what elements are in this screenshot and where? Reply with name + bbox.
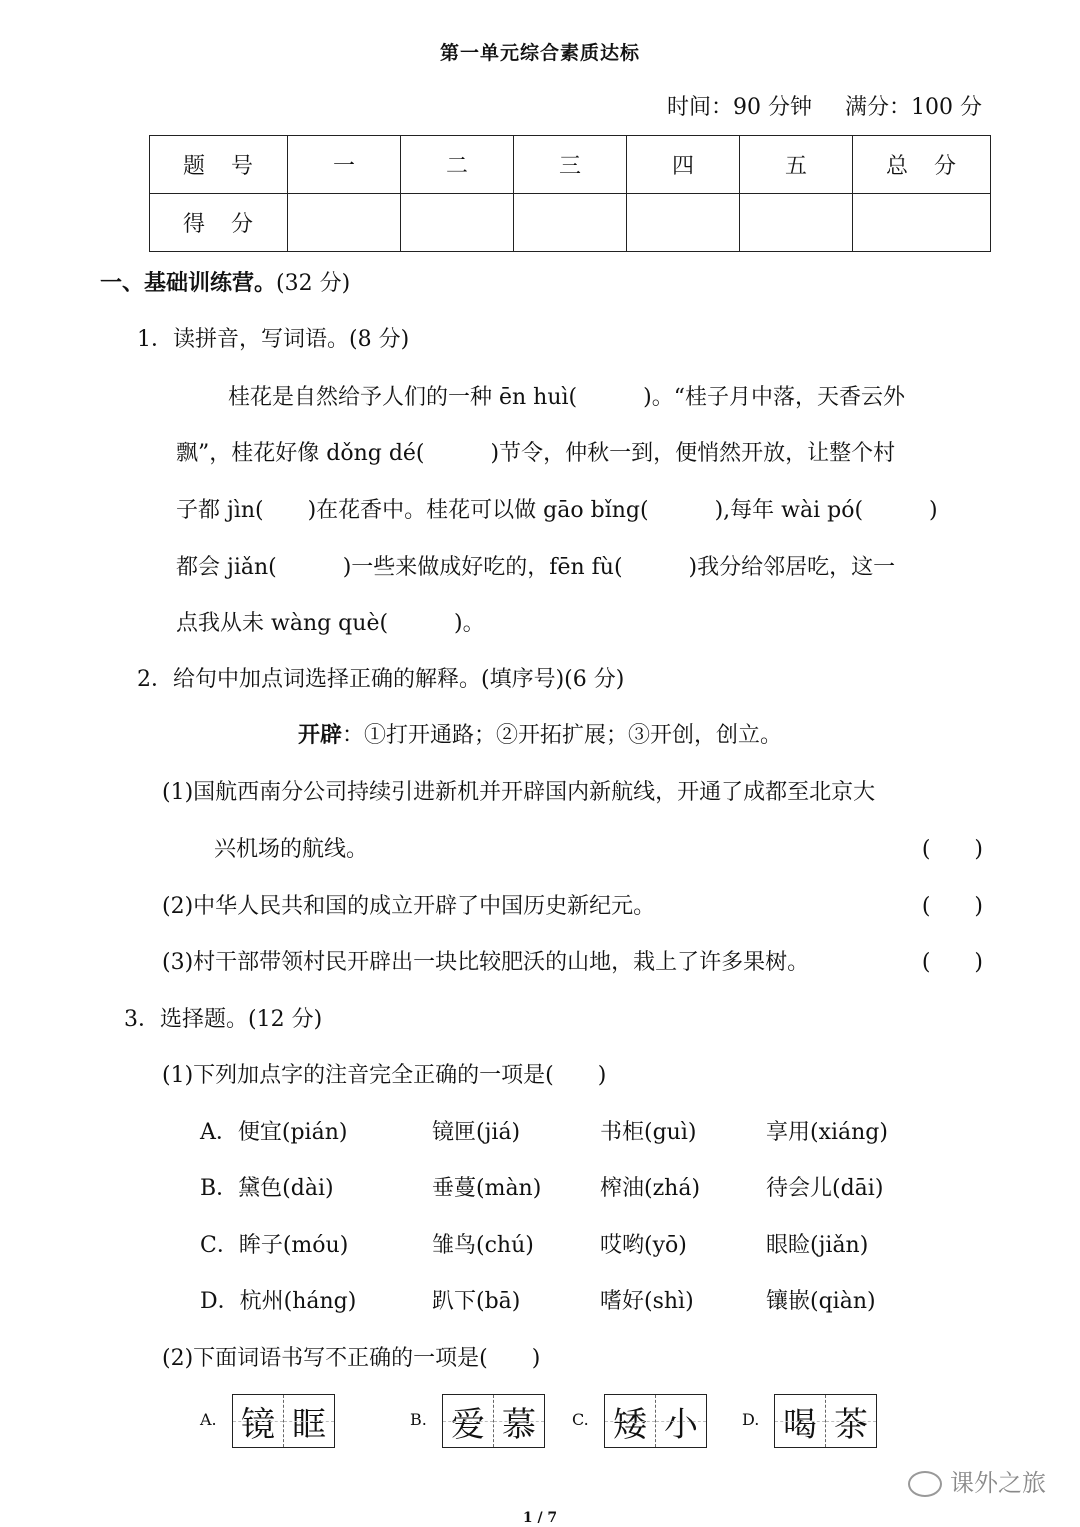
score-header-2: 二 — [401, 136, 514, 194]
writing-box-c[interactable] — [604, 1394, 707, 1448]
q3-sub2: (2)下面词语书写不正确的一项是( ) — [162, 1346, 541, 1371]
exam-full-score: 满分：100 分 — [845, 95, 982, 120]
option-word: 享用(xiáng) — [766, 1120, 888, 1145]
option-word: 待会儿(dāi) — [766, 1176, 884, 1201]
writing-char: 矮 — [605, 1395, 655, 1447]
q2-definition: 开辟：①打开通路；②开拓扩展；③开创，创立。 — [297, 723, 783, 748]
q2-answer-2[interactable]: ( ) — [921, 894, 983, 919]
writing-char: 慕 — [493, 1395, 544, 1447]
exam-meta — [641, 90, 982, 121]
watermark — [908, 1463, 1046, 1498]
page-number: 1 / 7 — [522, 1510, 558, 1526]
score-cell[interactable] — [514, 194, 627, 252]
writing-char: 镜 — [233, 1395, 283, 1447]
exam-time: 时间：90 分钟 — [667, 95, 812, 120]
q2-title: 2．给句中加点词选择正确的解释。(填序号)(6 分) — [137, 667, 625, 692]
writing-box-d[interactable] — [774, 1394, 877, 1448]
score-cell[interactable] — [288, 194, 401, 252]
writing-char: 眶 — [283, 1395, 334, 1447]
q2-item-1-cont: 兴机场的航线。 — [214, 837, 369, 862]
score-header-label: 题号 — [150, 136, 288, 194]
q3-sub1: (1)下列加点字的注音完全正确的一项是( ) — [162, 1063, 607, 1088]
q2-item-1: (1)国航西南分公司持续引进新机并开辟国内新航线，开通了成都至北京大 — [162, 780, 876, 805]
score-header-4: 四 — [627, 136, 740, 194]
writing-char: 小 — [655, 1395, 706, 1447]
section-1-points: (32 分) — [276, 271, 351, 296]
option-word: 镶嵌(qiàn) — [766, 1289, 876, 1314]
q1-line-5: 点我从未 wàng què( )。 — [176, 611, 485, 636]
q1-line-2: 飘”，桂花好像 dǒng dé( )节令，仲秋一到，便悄然开放，让整个村 — [176, 441, 896, 466]
option-word: 眼睑(jiǎn) — [766, 1233, 869, 1258]
option-word: 趴下(bā) — [432, 1289, 521, 1314]
option-word: 榨油(zhá) — [600, 1176, 701, 1201]
score-cell[interactable] — [401, 194, 514, 252]
q2-item-3: (3)村干部带领村民开辟出一块比较肥沃的山地，栽上了许多果树。 — [162, 950, 810, 975]
option-word: 哎哟(yō) — [600, 1233, 687, 1258]
q1-line-1: 桂花是自然给予人们的一种 ēn huì( )。“桂子月中落，天香云外 — [228, 385, 905, 410]
option-word: B．黛色(dài) — [200, 1176, 334, 1201]
writing-box-a[interactable] — [232, 1394, 335, 1448]
score-table-header-row — [150, 136, 991, 194]
writing-char: 茶 — [825, 1395, 876, 1447]
q2-answer-1[interactable]: ( ) — [921, 837, 983, 862]
option-word: A．便宜(pián) — [200, 1120, 348, 1145]
writing-label-c: C. — [572, 1410, 589, 1429]
writing-char: 爱 — [443, 1395, 493, 1447]
writing-char: 喝 — [775, 1395, 825, 1447]
writing-box-b[interactable] — [442, 1394, 545, 1448]
page-title: 第一单元综合素质达标 — [439, 42, 640, 64]
score-row-label: 得分 — [150, 194, 288, 252]
option-word: 书柜(guì) — [600, 1120, 697, 1145]
option-word: 镜匣(jiá) — [432, 1120, 521, 1145]
score-cell[interactable] — [740, 194, 853, 252]
score-header-1: 一 — [288, 136, 401, 194]
q2-term: 开辟 — [297, 723, 342, 748]
option-word: C．眸子(móu) — [200, 1233, 349, 1258]
option-word: 嗜好(shì) — [600, 1289, 694, 1314]
score-cell[interactable] — [627, 194, 740, 252]
writing-label-a: A. — [200, 1410, 217, 1429]
option-word: 垂蔓(màn) — [432, 1176, 542, 1201]
q1-line-3: 子都 jìn( )在花香中。桂花可以做 gāo bǐng( ),每年 wài pó( ) — [176, 498, 938, 523]
q2-item-2: (2)中华人民共和国的成立开辟了中国历史新纪元。 — [162, 894, 656, 919]
option-word: D．杭州(háng) — [200, 1289, 357, 1314]
score-table-score-row — [150, 194, 991, 252]
wechat-icon — [908, 1471, 942, 1497]
q1-line-4: 都会 jiǎn( )一些来做成好吃的，fēn fù( )我分给邻居吃，这一 — [176, 555, 896, 580]
q1-title: 1．读拼音，写词语。(8 分) — [137, 327, 410, 352]
score-header-total: 总分 — [853, 136, 991, 194]
section-1-heading: 一、基础训练营。(32 分) — [100, 270, 351, 296]
writing-label-b: B. — [410, 1410, 427, 1429]
q2-answer-3[interactable]: ( ) — [921, 950, 983, 975]
writing-label-d: D. — [742, 1410, 760, 1429]
option-word: 雏鸟(chú) — [432, 1233, 534, 1258]
score-header-5: 五 — [740, 136, 853, 194]
score-cell[interactable] — [853, 194, 991, 252]
q3-title: 3．选择题。(12 分) — [124, 1007, 323, 1032]
score-table — [149, 135, 991, 252]
score-header-3: 三 — [514, 136, 627, 194]
watermark-text: 课外之旅 — [950, 1469, 1046, 1497]
